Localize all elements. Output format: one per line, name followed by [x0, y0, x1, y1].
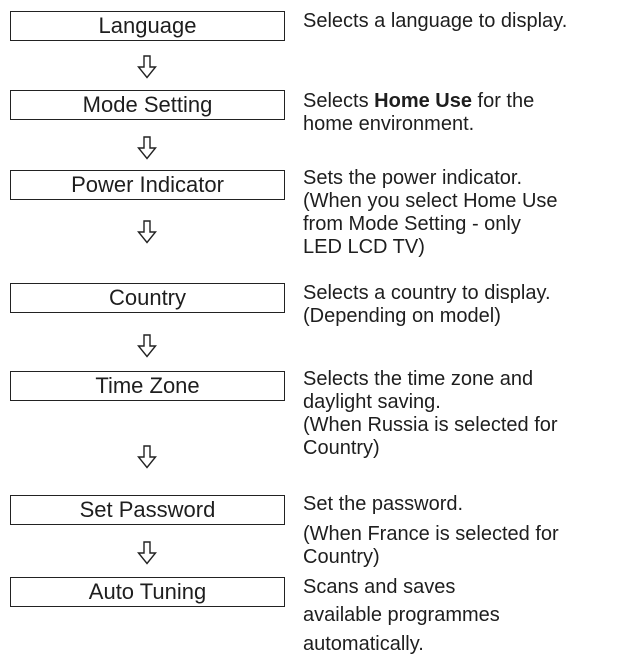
step-desc-time-zone — [303, 368, 621, 460]
step-desc-power-indicator — [303, 167, 621, 259]
desc-line: Selects a country to display. — [303, 282, 551, 304]
down-arrow-icon — [136, 136, 158, 160]
desc-line: daylight saving. — [303, 391, 441, 413]
step-label: Time Zone — [95, 373, 200, 398]
desc-line: (Depending on model) — [303, 305, 501, 327]
step-label: Language — [98, 13, 197, 38]
step-desc-auto-tuning — [303, 576, 621, 656]
desc-text: Selects — [303, 90, 375, 112]
desc-line: available programmes — [303, 604, 500, 626]
desc-line: Scans and saves — [303, 576, 456, 598]
desc-line: Country) — [303, 546, 380, 568]
down-arrow-icon — [136, 220, 158, 244]
desc-line: (When France is selected for — [303, 523, 559, 545]
step-box-country — [10, 283, 285, 313]
desc-line: Country) — [303, 437, 380, 459]
step-box-auto-tuning — [10, 577, 285, 607]
step-desc-set-password — [303, 493, 621, 569]
down-arrow-icon — [136, 334, 158, 358]
step-box-set-password — [10, 495, 285, 525]
desc-line: automatically. — [303, 633, 424, 655]
step-desc-language — [303, 10, 621, 33]
step-desc-mode-setting — [303, 90, 621, 136]
step-box-power-indicator — [10, 170, 285, 200]
step-label: Auto Tuning — [88, 579, 207, 604]
desc-line — [303, 90, 621, 113]
step-label: Set Password — [79, 497, 216, 522]
desc-line: (When Russia is selected for — [303, 414, 558, 436]
desc-line: Set the password. — [303, 493, 464, 515]
desc-bold-text: Home Use — [374, 90, 472, 112]
down-arrow-icon — [136, 445, 158, 469]
desc-text: for the — [471, 90, 535, 112]
desc-line: Sets the power indicator. — [303, 167, 523, 189]
desc-line: Selects the time zone and — [303, 368, 534, 390]
step-label: Power Indicator — [71, 172, 224, 197]
desc-line: home environment. — [303, 113, 475, 135]
desc-line: (When you select Home Use — [303, 190, 558, 212]
step-box-mode-setting — [10, 90, 285, 120]
step-box-language — [10, 11, 285, 41]
step-label: Country — [108, 285, 187, 310]
down-arrow-icon — [136, 541, 158, 565]
step-desc-country — [303, 282, 621, 328]
step-label: Mode Setting — [82, 92, 213, 117]
step-box-time-zone — [10, 371, 285, 401]
desc-line: LED LCD TV) — [303, 236, 425, 258]
desc-line: from Mode Setting - only — [303, 213, 521, 235]
desc-line: Selects a language to display. — [303, 10, 568, 32]
down-arrow-icon — [136, 55, 158, 79]
